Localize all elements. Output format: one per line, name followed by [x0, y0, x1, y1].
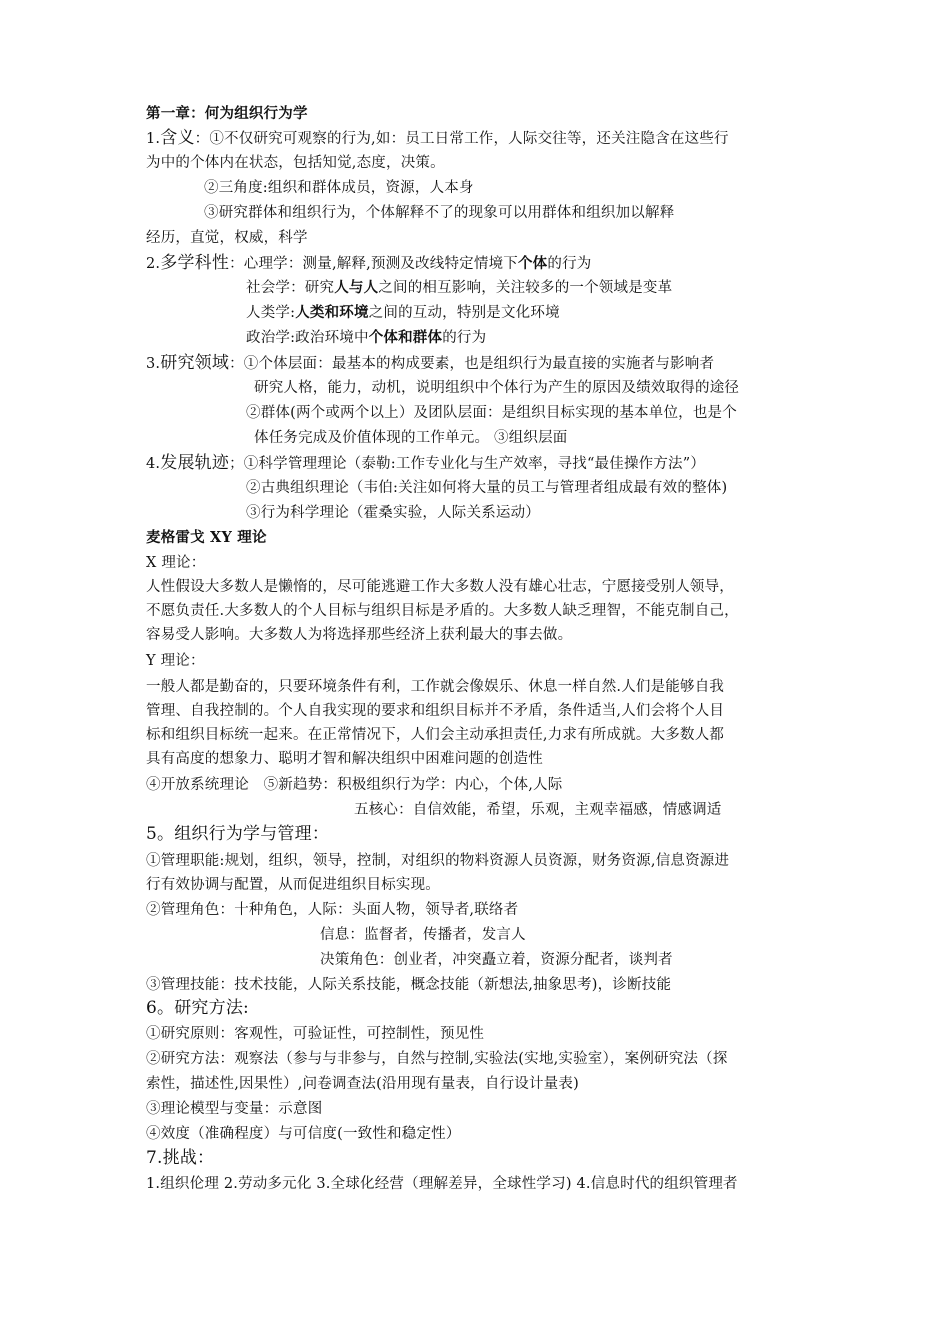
section-1-heading: 含义 — [160, 128, 195, 148]
section-6-line-1: ①研究原则：客观性，可验证性，可控制性，预见性 — [146, 1026, 485, 1042]
section-5-title: 5。组织行为学与管理： — [146, 824, 330, 844]
y-theory-line-4: 具有高度的想象力、聪明才智和解决组织中困难问题的创造性 — [146, 751, 543, 767]
section-3-number: 3. — [146, 356, 161, 372]
politics-text-a: 政治学:政治环境中 — [246, 330, 369, 346]
section-4-line-2: ②古典组织理论（韦伯:关注如何将大量的员工与管理者组成最有效的整体) — [246, 480, 728, 496]
section-4-line-3: ③行为科学理论（霍桑实验，人际关系运动） — [246, 505, 540, 521]
anthropology-text-b: 之间的互动，特别是文化环境 — [368, 305, 560, 321]
section-3-line-2: 研究人格，能力，动机，说明组织中个体行为产生的原因及绩效取得的途径 — [254, 380, 740, 396]
politics-text-b: 的行为 — [442, 330, 487, 346]
section-3-line-1 — [146, 353, 714, 374]
y-theory-line-1: 一般人都是勤奋的，只要环境条件有利，工作就会像娱乐、休息一样自然.人们是能够自我 — [146, 679, 725, 695]
x-theory-line-1: 人性假设大多数人是懒惰的，尽可能逃避工作大多数人没有雄心壮志，宁愿接受别人领导， — [146, 579, 734, 595]
section-1-line-5: 经历，直觉，权威，科学 — [146, 230, 308, 246]
section-2-number: 2. — [146, 256, 161, 272]
section-5-line-1: ①管理职能:规划，组织，领导，控制，对组织的物料资源人员资源，财务资源,信息资源进 — [146, 853, 730, 869]
section-6-title: 6。研究方法: — [146, 998, 249, 1018]
trend-line-1: ④开放系统理论 ⑤新趋势：积极组织行为学：内心，个体,人际 — [146, 777, 563, 793]
section-5-line-3: ②管理角色：十种角色，人际：头面人物，领导者,联络者 — [146, 902, 519, 918]
x-theory-label: X 理论： — [146, 555, 206, 571]
section-2-text-a: ：心理学：测量,解释,预测及改线特定情境下 — [229, 256, 518, 272]
trend-line-2: 五核心：自信效能，希望，乐观，主观幸福感，情感调适 — [354, 802, 722, 818]
section-1-text: ：①不仅研究可观察的行为,如：员工日常工作，人际交往等，还关注隐含在这些行 — [194, 131, 729, 147]
y-theory-line-2: 管理、自我控制的。个人自我实现的要求和组织目标并不矛盾，条件适当,人们会将个人目 — [146, 703, 725, 719]
section-7-line-1: 1.组织伦理 2.劳动多元化 3.全球化经营（理解差异，全球性学习) 4.信息时代的组织管理者 — [146, 1176, 738, 1192]
section-3-text: ：①个体层面：最基本的构成要素，也是组织行为最直接的实施者与影响者 — [229, 356, 715, 372]
anthropology-bold: 人类和环境 — [295, 304, 369, 321]
section-5-line-2: 行有效协调与配置，从而促进组织目标实现。 — [146, 877, 440, 893]
section-4-line-1 — [146, 453, 705, 474]
section-1-line-1 — [146, 128, 729, 149]
section-2-line-2 — [246, 278, 672, 298]
anthropology-text-a: 人类学: — [246, 305, 296, 321]
xy-theory-title: 麦格雷戈 XY 理论 — [146, 529, 267, 546]
section-6-line-5: ④效度（准确程度）与可信度(一致性和稳定性） — [146, 1126, 461, 1142]
section-1-line-2: 为中的个体内在状态，包括知觉,态度，决策。 — [146, 155, 445, 171]
section-5-line-6: ③管理技能：技术技能，人际关系技能，概念技能（新想法,抽象思考)，诊断技能 — [146, 977, 672, 993]
section-3-heading: 研究领域 — [160, 353, 230, 373]
section-2-line-3 — [246, 303, 560, 323]
section-5-line-5: 决策角色：创业者，冲突矗立着，资源分配者，谈判者 — [320, 952, 673, 968]
section-1-line-4: ③研究群体和组织行为，个体解释不了的现象可以用群体和组织加以解释 — [204, 205, 675, 221]
section-4-number: 4. — [146, 456, 161, 472]
y-theory-label: Y 理论： — [146, 653, 205, 669]
section-2-text-b: 的行为 — [547, 256, 592, 272]
section-6-line-4: ③理论模型与变量：示意图 — [146, 1101, 323, 1117]
section-4-text: ；①科学管理理论（泰勒:工作专业化与生产效率，寻找“最佳操作方法”） — [229, 456, 706, 472]
section-6-line-3: 索性，描述性,因果性）,问卷调查法(沿用现有量表，自行设计量表) — [146, 1076, 579, 1092]
section-1-number: 1. — [146, 131, 161, 147]
sociology-bold: 人与人 — [334, 279, 379, 296]
section-3-line-3: ②群体(两个或两个以上）及团队层面：是组织目标实现的基本单位，也是个 — [246, 405, 737, 421]
politics-bold: 个体和群体 — [368, 329, 443, 346]
y-theory-line-3: 标和组织目标统一起来。在正常情况下，人们会主动承担责任,力求有所成就。大多数人都 — [146, 727, 725, 743]
section-7-title: 7.挑战： — [146, 1148, 215, 1168]
sociology-text-b: 之间的相互影响，关注较多的一个领域是变革 — [378, 280, 673, 296]
section-2-line-1 — [146, 253, 592, 274]
section-6-line-2: ②研究方法：观察法（参与与非参与，自然与控制,实验法(实地,实验室），案例研究法（探 — [146, 1051, 728, 1067]
section-2-line-4 — [246, 328, 486, 348]
section-5-line-4: 信息：监督者，传播者，发言人 — [320, 927, 526, 943]
section-1-line-3: ②三角度:组织和群体成员，资源，人本身 — [204, 180, 474, 196]
sociology-text-a: 社会学：研究 — [246, 280, 335, 296]
x-theory-line-2: 不愿负责任.大多数人的个人目标与组织目标是矛盾的。大多数人缺乏理智，不能克制自己， — [146, 603, 739, 619]
x-theory-line-3: 容易受人影响。大多数人为将选择那些经济上获利最大的事去做。 — [146, 627, 573, 643]
section-4-heading: 发展轨迹 — [160, 453, 230, 473]
chapter-title: 第一章：何为组织行为学 — [146, 105, 308, 122]
section-3-line-4: 体任务完成及价值体现的工作单元。 ③组织层面 — [254, 430, 568, 446]
section-2-bold-a: 个体 — [517, 255, 548, 272]
section-2-heading: 多学科性 — [160, 253, 230, 273]
